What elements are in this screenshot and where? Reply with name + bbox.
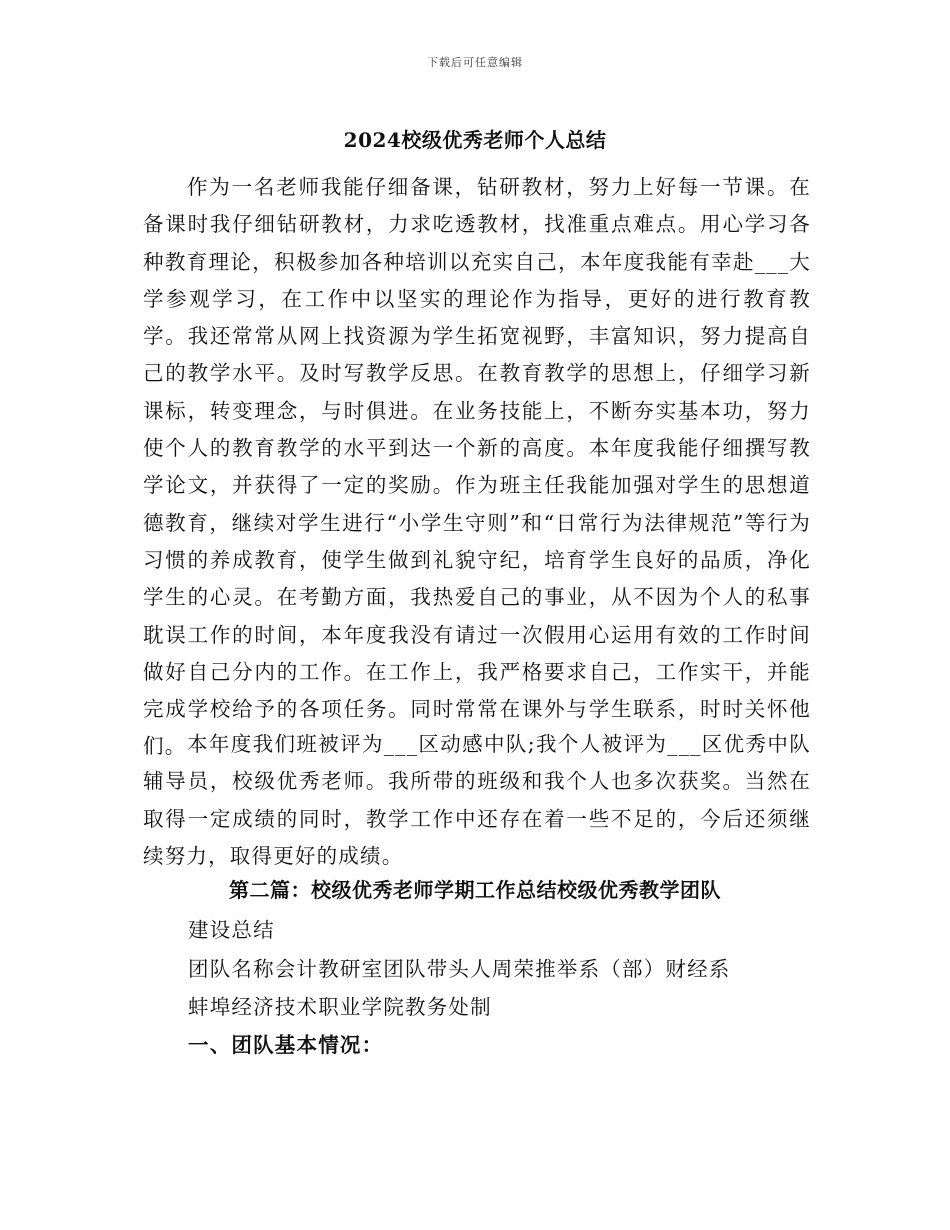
section-line-3: 蚌埠经济技术职业学院教务处制 bbox=[188, 995, 492, 1019]
body-paragraph-1: 作为一名老师我能仔细备课，钻研教材，努力上好每一节课。在备课时我仔细钻研教材，力求吃透教材，找准重点难点。用心学习各种教育理论，积极参加各种培训以充实自己，本年度我能有幸赴___大学参观学习，在工作中以坚实的理论作为指导，更好的进行教育教学。我还常常从网上找资源为学生拓宽视野，丰富知识，努力提高自己的教学水平。及时写教学反思。在教育教学的思想上，仔细学习新课标，转变理念，与时俱进。在业务技能上，不断夯实基本功，努力使个人的教育教学的水平到达一个新的高度。本年度我能仔细撰写教学论文，并获得了一定的奖励。作为班主任我能加强对学生的思想道德教育，继续对学生进行“小学生守则”和“日常行为法律规范”等行为习惯的养成教育，使学生做到礼貌守纪，培育学生良好的品质，净化学生的心灵。在考勤方面，我热爱自己的事业，从不因为个人的私事耽误工作的时间，本年度我没有请过一次假用心运用有效的工作时间做好自己分内的工作。在工作上，我严格要求自己，工作实干，并能完成学校给予的各项任务。同时常常在课外与学生联系，时时关怀他们。 bbox=[143, 175, 811, 759]
subsection-heading: 一、团队基本情况： bbox=[188, 1033, 384, 1057]
section-line-2: 团队名称会计教研室团队带头人周荣推举系（部）财经系 bbox=[188, 957, 731, 981]
document-title: 2024校级优秀老师个人总结 bbox=[343, 128, 607, 152]
section-title: 第二篇：校级优秀老师学期工作总结校级优秀教学团队 bbox=[229, 878, 721, 902]
body-paragraph-2: 本年度我们班被评为___区动感中队;我个人被评为___区优秀中队辅导员，校级优秀老师。我所带的班级和我个人也多次获奖。当然在取得一定成绩的同时，教学工作中还存在着一些不足的，今后还须继续努力，取得更好的成绩。 bbox=[143, 732, 811, 868]
section-line-1: 建设总结 bbox=[188, 918, 275, 942]
header-note: 下载后可任意编辑 bbox=[427, 56, 523, 69]
